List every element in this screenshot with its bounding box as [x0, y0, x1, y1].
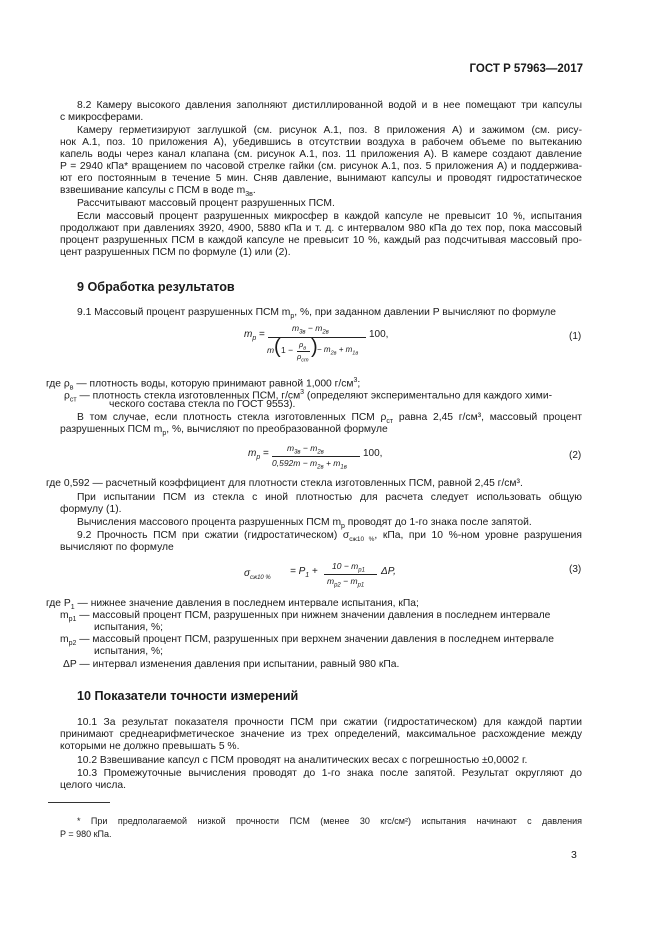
where3-line4: $m_{p2}$ — массовый процент ПСМ, разрушенных при верхнем значении давления в последнем интервале — [60, 634, 554, 648]
section10-heading: 10 Показатели точности измерений — [77, 689, 299, 703]
f1-numerator: $m_{3в} - m_{2в}$ — [292, 323, 329, 336]
p101-line2: принимают среднеарифметическое значение из трех определений, максимальное расхождение между — [60, 729, 582, 740]
f1-rho-w: $\rho_в$ — [299, 340, 307, 352]
p92-line2: вычисляют по формуле — [60, 542, 174, 553]
p-cam-line5: ют его постоянным в течение 5 мин. Сняв давление, вынимают капсулы и проводят гидростатическое — [60, 173, 582, 184]
p-cam-line6: взвешивание капсулы с ПСМ в воде $m_{3в}$. — [60, 185, 256, 199]
standard-designation: ГОСТ Р 57963—2017 — [469, 63, 583, 75]
formula-1-number: (1) — [569, 331, 582, 342]
p82-line1: 8.2 Камеру высокого давления заполняют дистиллированной водой и в нее помещают три капсулы — [77, 100, 582, 111]
where3-line5: испытания, %; — [94, 646, 163, 657]
p-if-line3: процент разрушенных ПСМ в каждой капсуле не превысит 10 %, каждый раз подсчитывая массовый про- — [60, 235, 582, 246]
f1-paren-close: ) — [311, 336, 318, 358]
p-case-line1: В том случае, если плотность стекла изготовленных ПСМ $\rho_{ст}$ равна 2,45 г/см³, массовый процент — [77, 412, 582, 426]
p-if-line4: цент разрушенных ПСМ по формуле (1) или (2). — [60, 247, 291, 258]
where2: где 0,592 — расчетный коэффициент для плотности стекла изготовленных ПСМ, равной 2,45 г/см³. — [46, 478, 523, 489]
f2-lhs: $m_p$ — [248, 448, 261, 461]
formula-2-number: (2) — [569, 450, 582, 461]
f1-lhs: $m_p$ — [244, 329, 257, 342]
where3-line2: $m_{p1}$ — массовый процент ПСМ, разрушенных при нижнем значении давления в последнем интервале — [60, 610, 551, 624]
p-cam-line3: капель воды через канал клапана (см. рисунок А.1, поз. 11 приложения А). В камере создают давление — [60, 149, 582, 160]
f1-den-one: 1 − — [281, 345, 294, 355]
p-other-line2: формулу (1). — [60, 504, 122, 515]
f1-rho-c: $\rho_{ст}$ — [297, 352, 309, 364]
page-number: 3 — [571, 849, 577, 861]
p-other-line1: При испытании ПСМ из стекла с иной плотностью для расчета следует использовать общую — [77, 492, 582, 503]
p91: 9.1 Массовый процент разрушенных ПСМ $m_p$, %, при заданном давлении P вычисляют по формуле — [77, 307, 557, 321]
f2-denominator: $0,592m - m_{2в} + m_{1в}$ — [272, 458, 347, 471]
p-case-line2: разрушенных ПСМ $m_p$, %, вычисляют по преобразованной формуле — [60, 424, 388, 438]
p82-line2: с микросферами. — [60, 112, 144, 123]
p-if-line1: Если массовый процент разрушенных микросфер в каждой капсуле не превысит 10 %, испытания — [77, 211, 582, 222]
where1-line2: $\rho_{ст}$ — плотность стекла изготовленных ПСМ, $г/см^3$ (определяют экспериментально для каждого хими- — [64, 389, 553, 404]
p-cam-line2: нок А.1, поз. 10 приложения А), убедившись в отсутствии воздуха в рабочем объеме по вытеканию — [60, 137, 582, 148]
footnote-divider — [48, 802, 110, 803]
p103-line1: 10.3 Промежуточные вычисления проводят до 1-го знака после запятой. Результат округляют до — [77, 768, 582, 779]
where3-line1: где $P_1$ — нижнее значение давления в последнем интервале испытания, кПа; — [46, 598, 419, 612]
f1-mult: 100, — [369, 329, 389, 340]
p-calc: Рассчитывают массовый процент разрушенных ПСМ. — [77, 198, 335, 209]
f2-fraction-bar — [272, 456, 360, 457]
where1-line1: где $\rho_в$ — плотность воды, которую принимают равной 1,000 $г/см^3$; — [46, 377, 361, 392]
f1-den-tail: − $m_{2в} + m_{1в}$ — [317, 345, 359, 357]
footnote-line1: * При предполагаемой низкой прочности ПСМ (менее 30 кгс/см²) испытания начинают с давления — [77, 816, 582, 826]
f1-den-m: m — [267, 345, 275, 355]
where3-line6: ΔP — интервал изменения давления при испытании, равный 980 кПа. — [63, 659, 400, 670]
section9-heading: 9 Обработка результатов — [77, 280, 235, 294]
where1-line3: ческого состава стекла по ГОСТ 9553). — [109, 399, 296, 410]
f3-lhs: $\sigma_{сж10 \%}$ — [244, 568, 271, 581]
p92-line1: 9.2 Прочность ПСМ при сжатии (гидростатическом) $\sigma_{сж10 \%}$, кПа, при 10 %-ном уровне разрушения — [77, 530, 582, 544]
p-if-line2: продолжают при давлениях 3920, 4900, 5880 кПа и т. д. с интервалом 980 кПа до тех пор, пока массовый — [60, 223, 582, 234]
f2-eq: = — [263, 448, 269, 459]
f1-paren-open: ( — [274, 336, 281, 358]
f3-denominator: $m_{p2} - m_{p1}$ — [327, 576, 365, 589]
p102: 10.2 Взвешивание капсул с ПСМ проводят на аналитических весах с погрешностью ±0,0002 г. — [77, 755, 528, 766]
footnote-line2: P = 980 кПа. — [60, 829, 112, 839]
f2-numerator: $m_{3в} - m_{2в}$ — [287, 443, 324, 456]
f3-eq: = $P_1$ — [290, 566, 310, 579]
formula-3-number: (3) — [569, 564, 582, 575]
f3-tail: ΔP, — [381, 566, 396, 577]
p-cam-line1: Камеру герметизируют заглушкой (см. рисунок А.1, поз. 8 приложения А) и зажимом (см. рису- — [77, 125, 582, 136]
p101-line1: 10.1 За результат показателя прочности ПСМ при сжатии (гидростатическом) для каждой партии — [77, 717, 582, 728]
f3-fraction-bar — [324, 574, 377, 575]
f3-plus: + — [312, 566, 318, 577]
p-cam-line4: P = 2940 кПа* вращением по часовой стрелке гайки (см. рисунок А.1, поз. 5 приложения А) и поддержива- — [60, 161, 582, 172]
p-round: Вычисления массового процента разрушенных ПСМ $m_p$ проводят до 1-го знака после запятой. — [77, 517, 532, 531]
where3-line3: испытания, %; — [94, 622, 163, 633]
p103-line2: целого числа. — [60, 780, 126, 791]
f2-mult: 100, — [363, 448, 383, 459]
p101-line3: которыми не должно превышать 5 %. — [60, 741, 240, 752]
f3-numerator: $10 - m_{p1}$ — [332, 561, 365, 574]
f1-eq: = — [259, 329, 265, 340]
